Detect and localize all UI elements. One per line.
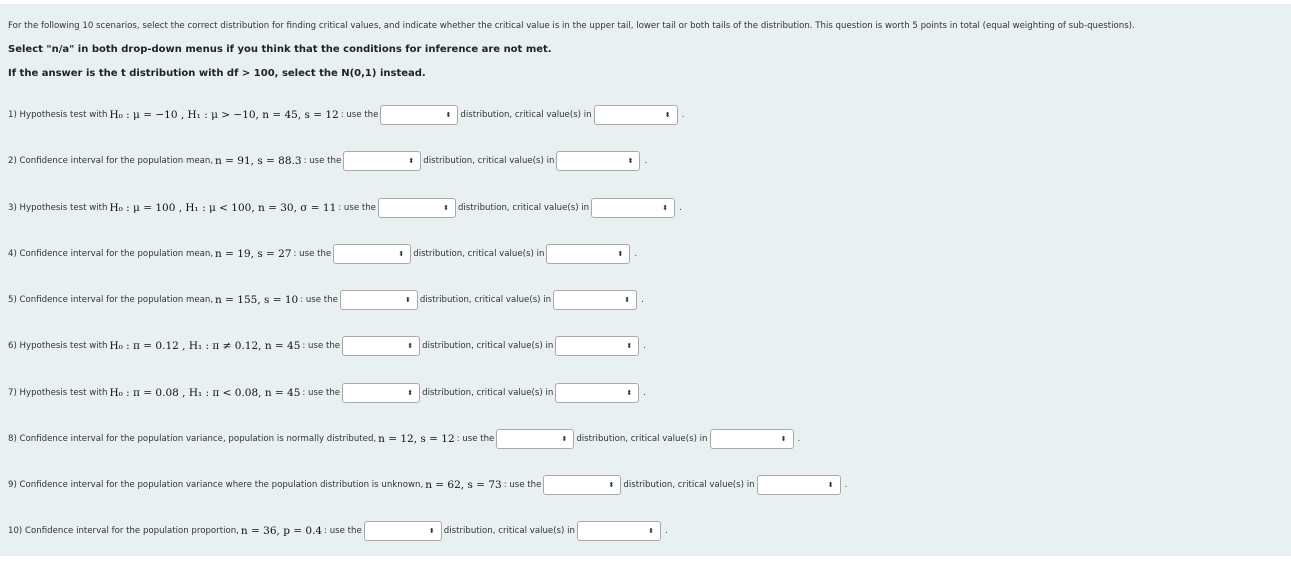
note-t-distribution: If the answer is the t distribution with df > 100, select the N(0,1) instead.: [8, 68, 426, 79]
dropdown-arrow-icon: ⬍: [648, 526, 654, 535]
question-row-5: [8, 289, 644, 311]
question-row-4: [8, 243, 637, 265]
distribution-dropdown[interactable]: [343, 151, 421, 171]
question-row-2: [8, 150, 647, 172]
use-the-label: : use the: [293, 249, 332, 259]
dropdown-arrow-icon: ⬍: [617, 249, 624, 258]
sentence-period: .: [634, 249, 638, 259]
tail-dropdown[interactable]: [710, 429, 794, 449]
question-parameters: n = 155, s = 10: [215, 294, 299, 306]
distribution-dropdown[interactable]: [333, 244, 411, 264]
use-the-label: : use the: [302, 388, 341, 398]
dropdown-arrow-icon: ⬍: [627, 156, 634, 165]
dropdown-arrow-icon: ⬍: [398, 249, 405, 258]
sentence-period: .: [679, 203, 682, 213]
sentence-period: .: [641, 295, 644, 305]
question-parameters: H₀ : π = 0.12 , H₁ : π ≠ 0.12, n = 45: [109, 340, 301, 352]
use-the-label: : use the: [456, 434, 495, 444]
question-parameters: H₀ : μ = −10 , H₁ : μ > −10, n = 45, s = 12: [109, 109, 339, 121]
tail-dropdown[interactable]: [556, 151, 640, 171]
question-prefix: 1) Hypothesis test with: [8, 110, 108, 120]
question-row-1: [8, 104, 684, 126]
dropdown-arrow-icon: ⬍: [405, 295, 411, 304]
sentence-period: .: [681, 110, 685, 120]
tail-dropdown[interactable]: [594, 105, 678, 125]
sentence-period: .: [643, 388, 647, 398]
tail-dropdown[interactable]: [546, 244, 630, 264]
question-prefix: 3) Hypothesis test with: [8, 203, 108, 213]
dropdown-arrow-icon: ⬍: [827, 480, 834, 489]
dropdown-arrow-icon: ⬍: [608, 480, 615, 489]
question-row-3: [8, 197, 682, 219]
distribution-dropdown[interactable]: [543, 475, 621, 495]
sentence-period: .: [644, 156, 648, 166]
dropdown-arrow-icon: ⬍: [780, 434, 787, 443]
use-the-label: : use the: [324, 526, 362, 536]
note-na: Select "n/a" in both drop-down menus if you think that the conditions for inference are not met.: [8, 44, 552, 55]
dropdown-arrow-icon: ⬍: [662, 203, 669, 212]
question-parameters: n = 19, s = 27: [215, 248, 292, 260]
distribution-dropdown[interactable]: [342, 336, 420, 356]
question-prefix: 7) Hypothesis test with: [8, 388, 108, 398]
question-prefix: 5) Confidence interval for the population mean,: [8, 295, 214, 305]
dropdown-arrow-icon: ⬍: [626, 341, 633, 350]
instructions-text: For the following 10 scenarios, select the correct distribution for finding critical values, and indicate whether the critical value is in the upper tail, lower tail or both tails of the distribution. This question is worth 5 points in total (equal weighting of sub-questions).: [8, 21, 1135, 31]
question-parameters: n = 62, s = 73: [425, 479, 502, 491]
critical-value-label: distribution, critical value(s) in: [423, 156, 555, 166]
question-prefix: 9) Confidence interval for the population variance where the population distribution is unknown,: [8, 480, 424, 490]
use-the-label: : use the: [340, 110, 379, 120]
question-prefix: 4) Confidence interval for the population mean,: [8, 249, 214, 259]
question-row-7: [8, 382, 646, 404]
distribution-dropdown[interactable]: [364, 521, 442, 541]
dropdown-arrow-icon: ⬍: [664, 110, 671, 119]
tail-dropdown[interactable]: [555, 383, 639, 403]
question-row-6: [8, 335, 646, 357]
question-prefix: 2) Confidence interval for the population mean,: [8, 156, 214, 166]
critical-value-label: distribution, critical value(s) in: [422, 341, 554, 351]
critical-value-label: distribution, critical value(s) in: [443, 526, 575, 536]
distribution-dropdown[interactable]: [380, 105, 458, 125]
dropdown-arrow-icon: ⬍: [445, 110, 452, 119]
question-prefix: 6) Hypothesis test with: [8, 341, 108, 351]
tail-dropdown[interactable]: [757, 475, 841, 495]
dropdown-arrow-icon: ⬍: [407, 341, 414, 350]
tail-dropdown[interactable]: [553, 290, 637, 310]
sentence-period: .: [643, 341, 647, 351]
use-the-label: : use the: [303, 156, 342, 166]
question-parameters: n = 36, p = 0.4: [240, 525, 323, 537]
dropdown-arrow-icon: ⬍: [428, 526, 435, 535]
question-row-9: [8, 474, 847, 496]
dropdown-arrow-icon: ⬍: [408, 156, 415, 165]
dropdown-arrow-icon: ⬍: [624, 295, 631, 304]
question-parameters: n = 91, s = 88.3: [215, 155, 302, 167]
tail-dropdown[interactable]: [577, 521, 661, 541]
question-prefix: 8) Confidence interval for the population variance, population is normally distributed,: [8, 434, 377, 444]
question-row-8: [8, 428, 800, 450]
distribution-dropdown[interactable]: [378, 198, 456, 218]
dropdown-arrow-icon: ⬍: [443, 203, 449, 212]
critical-value-label: distribution, critical value(s) in: [576, 434, 708, 444]
question-row-10: [8, 520, 668, 542]
tail-dropdown[interactable]: [591, 198, 675, 218]
dropdown-arrow-icon: ⬍: [407, 388, 414, 397]
sentence-period: .: [844, 480, 848, 490]
question-parameters: H₀ : μ = 100 , H₁ : μ < 100, n = 30, σ = 11: [109, 202, 337, 214]
critical-value-label: distribution, critical value(s) in: [623, 480, 755, 490]
critical-value-label: distribution, critical value(s) in: [413, 249, 545, 259]
critical-value-label: distribution, critical value(s) in: [419, 295, 552, 305]
distribution-dropdown[interactable]: [340, 290, 418, 310]
use-the-label: : use the: [503, 480, 542, 490]
question-parameters: n = 12, s = 12: [378, 433, 455, 445]
distribution-dropdown[interactable]: [496, 429, 574, 449]
sentence-period: .: [664, 526, 668, 536]
use-the-label: : use the: [300, 295, 338, 305]
dropdown-arrow-icon: ⬍: [626, 388, 633, 397]
dropdown-arrow-icon: ⬍: [561, 434, 568, 443]
use-the-label: : use the: [302, 341, 341, 351]
critical-value-label: distribution, critical value(s) in: [460, 110, 592, 120]
question-prefix: 10) Confidence interval for the population proportion,: [8, 526, 239, 536]
distribution-dropdown[interactable]: [342, 383, 420, 403]
critical-value-label: distribution, critical value(s) in: [422, 388, 554, 398]
question-parameters: H₀ : π = 0.08 , H₁ : π < 0.08, n = 45: [109, 387, 301, 399]
critical-value-label: distribution, critical value(s) in: [457, 203, 590, 213]
sentence-period: .: [797, 434, 801, 444]
tail-dropdown[interactable]: [555, 336, 639, 356]
use-the-label: : use the: [338, 203, 376, 213]
